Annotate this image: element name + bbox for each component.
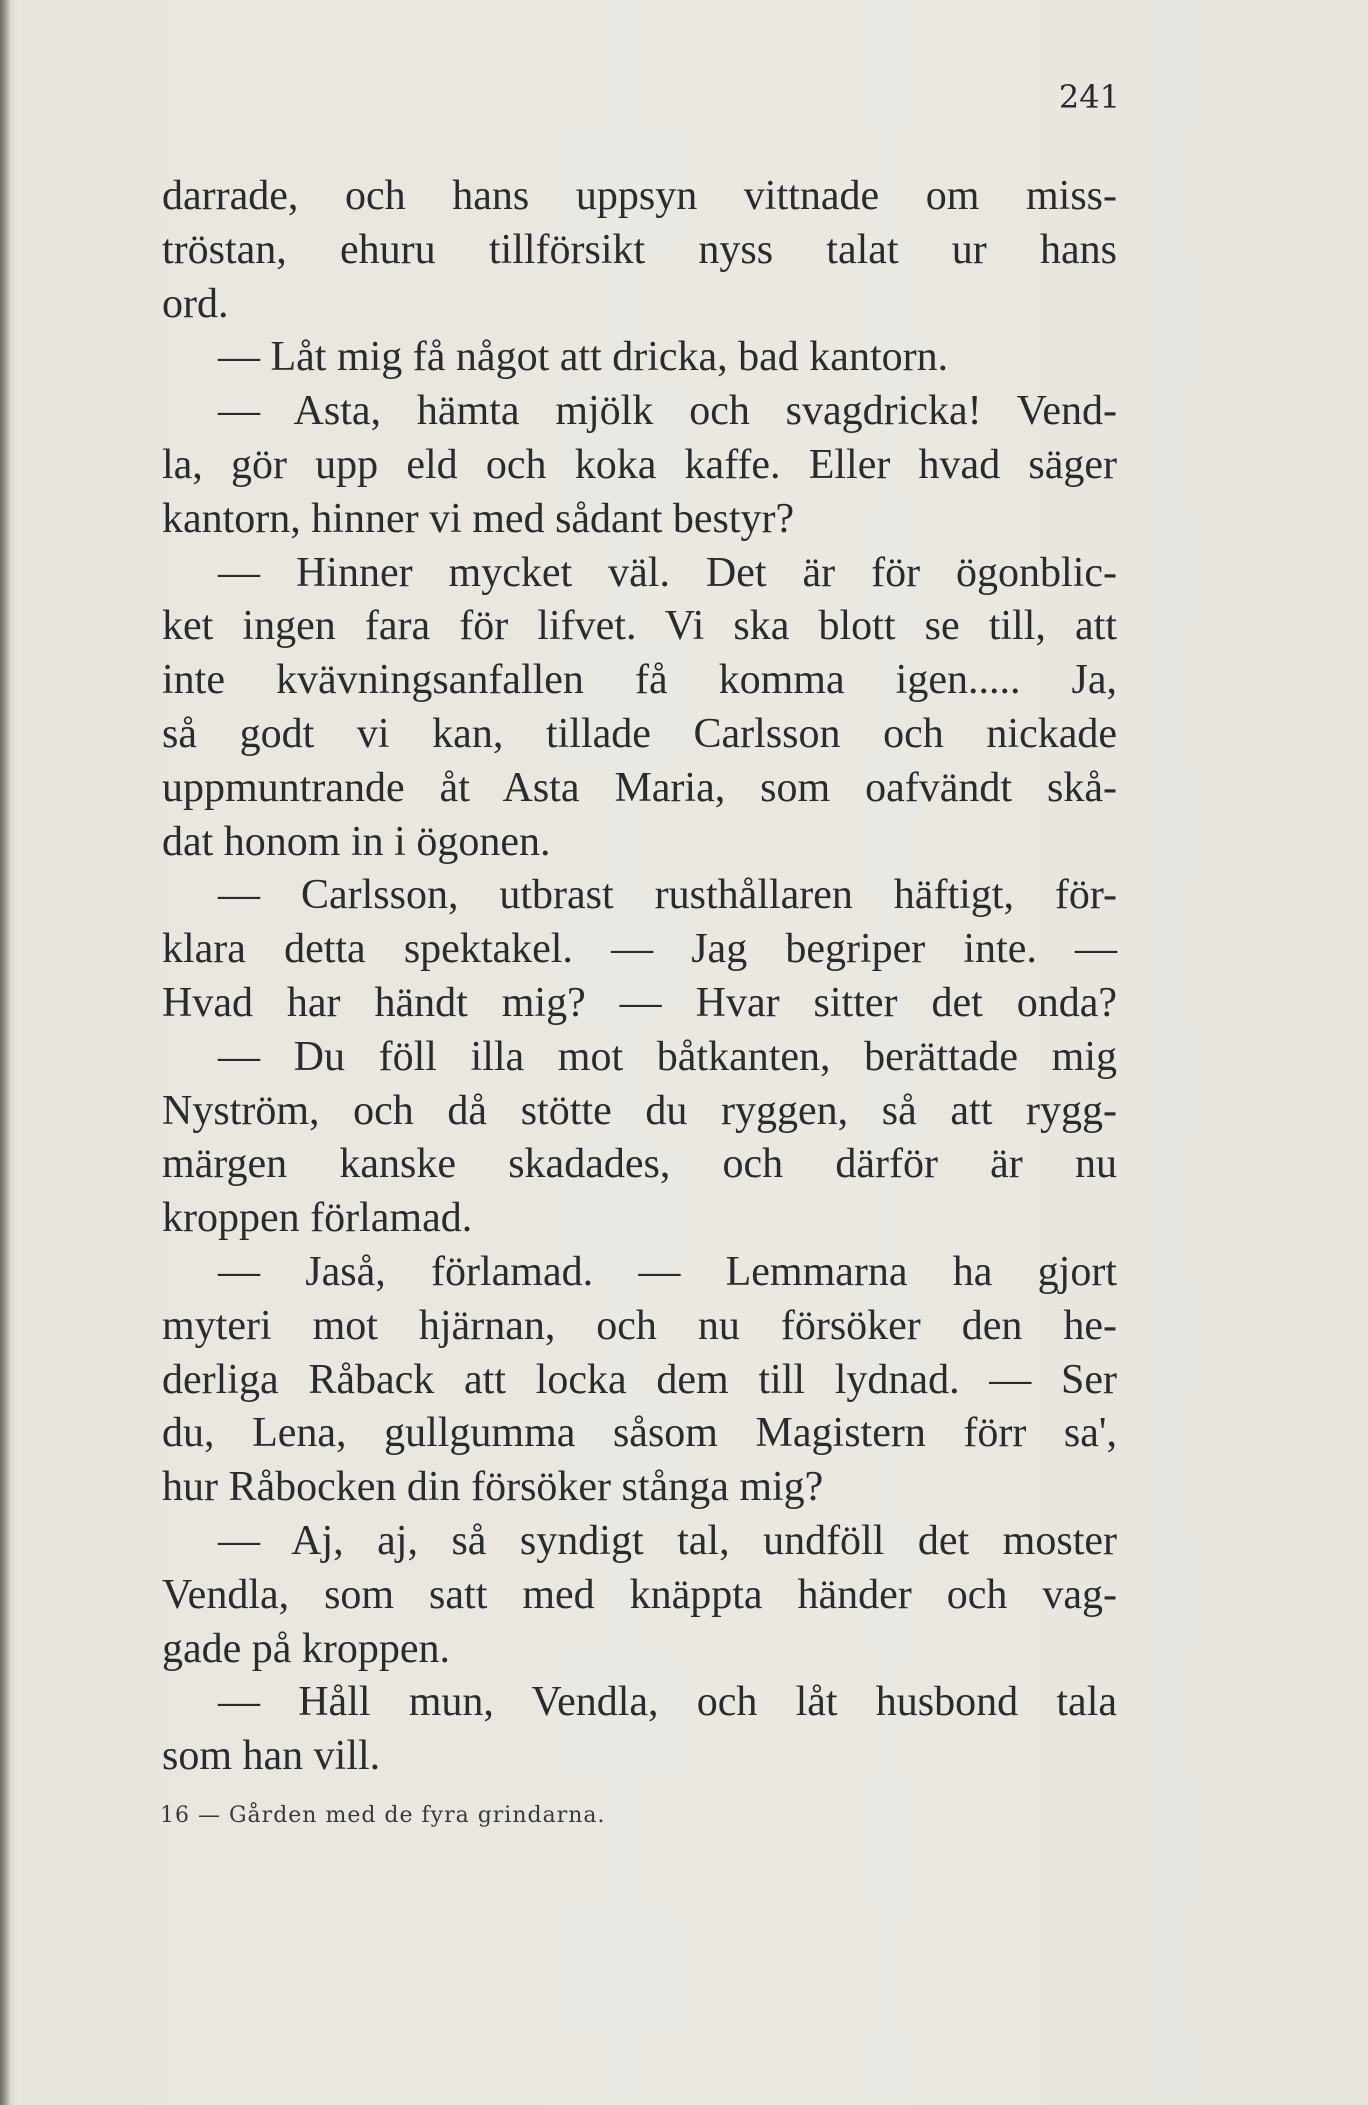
text-line: — Håll mun, Vendla, och låt husbond tala: [218, 1679, 1117, 1726]
text-line: derliga Råback att locka dem till lydnad. — Ser: [162, 1356, 1117, 1403]
text-line: kantorn, hinner vi med sådant bestyr?: [162, 495, 795, 542]
text-line: Nyström, och då stötte du ryggen, så att rygg-: [162, 1087, 1117, 1134]
text-line: darrade, och hans uppsyn vittnade om miss-: [162, 173, 1117, 219]
printer-signature: 16 — Gården med de fyra grindarna.: [160, 1803, 606, 1828]
text-line: gade på kroppen.: [162, 1625, 451, 1672]
text-line: som han vill.: [162, 1733, 381, 1780]
text-line: märgen kanske skadades, och därför är nu: [162, 1141, 1117, 1188]
text-line: — Hinner mycket väl. Det är för ögonblic-: [218, 549, 1117, 596]
text-line: tröstan, ehuru tillförsikt nyss talat ur hans: [162, 226, 1117, 273]
text-line: kroppen förlamad.: [162, 1195, 473, 1242]
text-line: hur Råbocken din försöker stånga mig?: [162, 1464, 824, 1511]
text-line: — Aj, aj, så syndigt tal, undföll det moster: [218, 1517, 1117, 1564]
text-line: dat honom in i ögonen.: [162, 818, 551, 865]
text-line: klara detta spektakel. — Jag begriper inte. —: [162, 926, 1117, 973]
text-line: Hvad har händt mig? — Hvar sitter det onda?: [162, 979, 1117, 1026]
page-number: 241: [1058, 78, 1120, 116]
body-text: [162, 170, 1117, 1784]
text-line: myteri mot hjärnan, och nu försöker den he-: [162, 1302, 1117, 1349]
text-line: du, Lena, gullgumma såsom Magistern förr sa',: [162, 1410, 1117, 1457]
text-line: Vendla, som satt med knäppta händer och vag-: [162, 1571, 1117, 1618]
text-line: — Du föll illa mot båtkanten, berättade mig: [218, 1033, 1117, 1080]
text-line: inte kvävningsanfallen få komma igen..... Ja,: [162, 657, 1117, 704]
text-line: — Carlsson, utbrast rusthållaren häftigt, för-: [218, 872, 1117, 919]
text-line: ket ingen fara för lifvet. Vi ska blott se till, att: [162, 603, 1117, 650]
text-line: ord.: [162, 280, 229, 327]
text-line: — Jaså, förlamad. — Lemmarna ha gjort: [218, 1248, 1117, 1295]
text-line: — Låt mig få något att dricka, bad kantorn.: [218, 334, 949, 381]
text-line: uppmuntrande åt Asta Maria, som oafvändt skå-: [162, 764, 1117, 811]
text-line: så godt vi kan, tillade Carlsson och nickade: [162, 710, 1117, 757]
text-line: la, gör upp eld och koka kaffe. Eller hvad säger: [162, 441, 1117, 488]
text-line: — Asta, hämta mjölk och svagdricka! Vend-: [218, 388, 1117, 435]
page-binding-edge: [0, 0, 10, 2105]
